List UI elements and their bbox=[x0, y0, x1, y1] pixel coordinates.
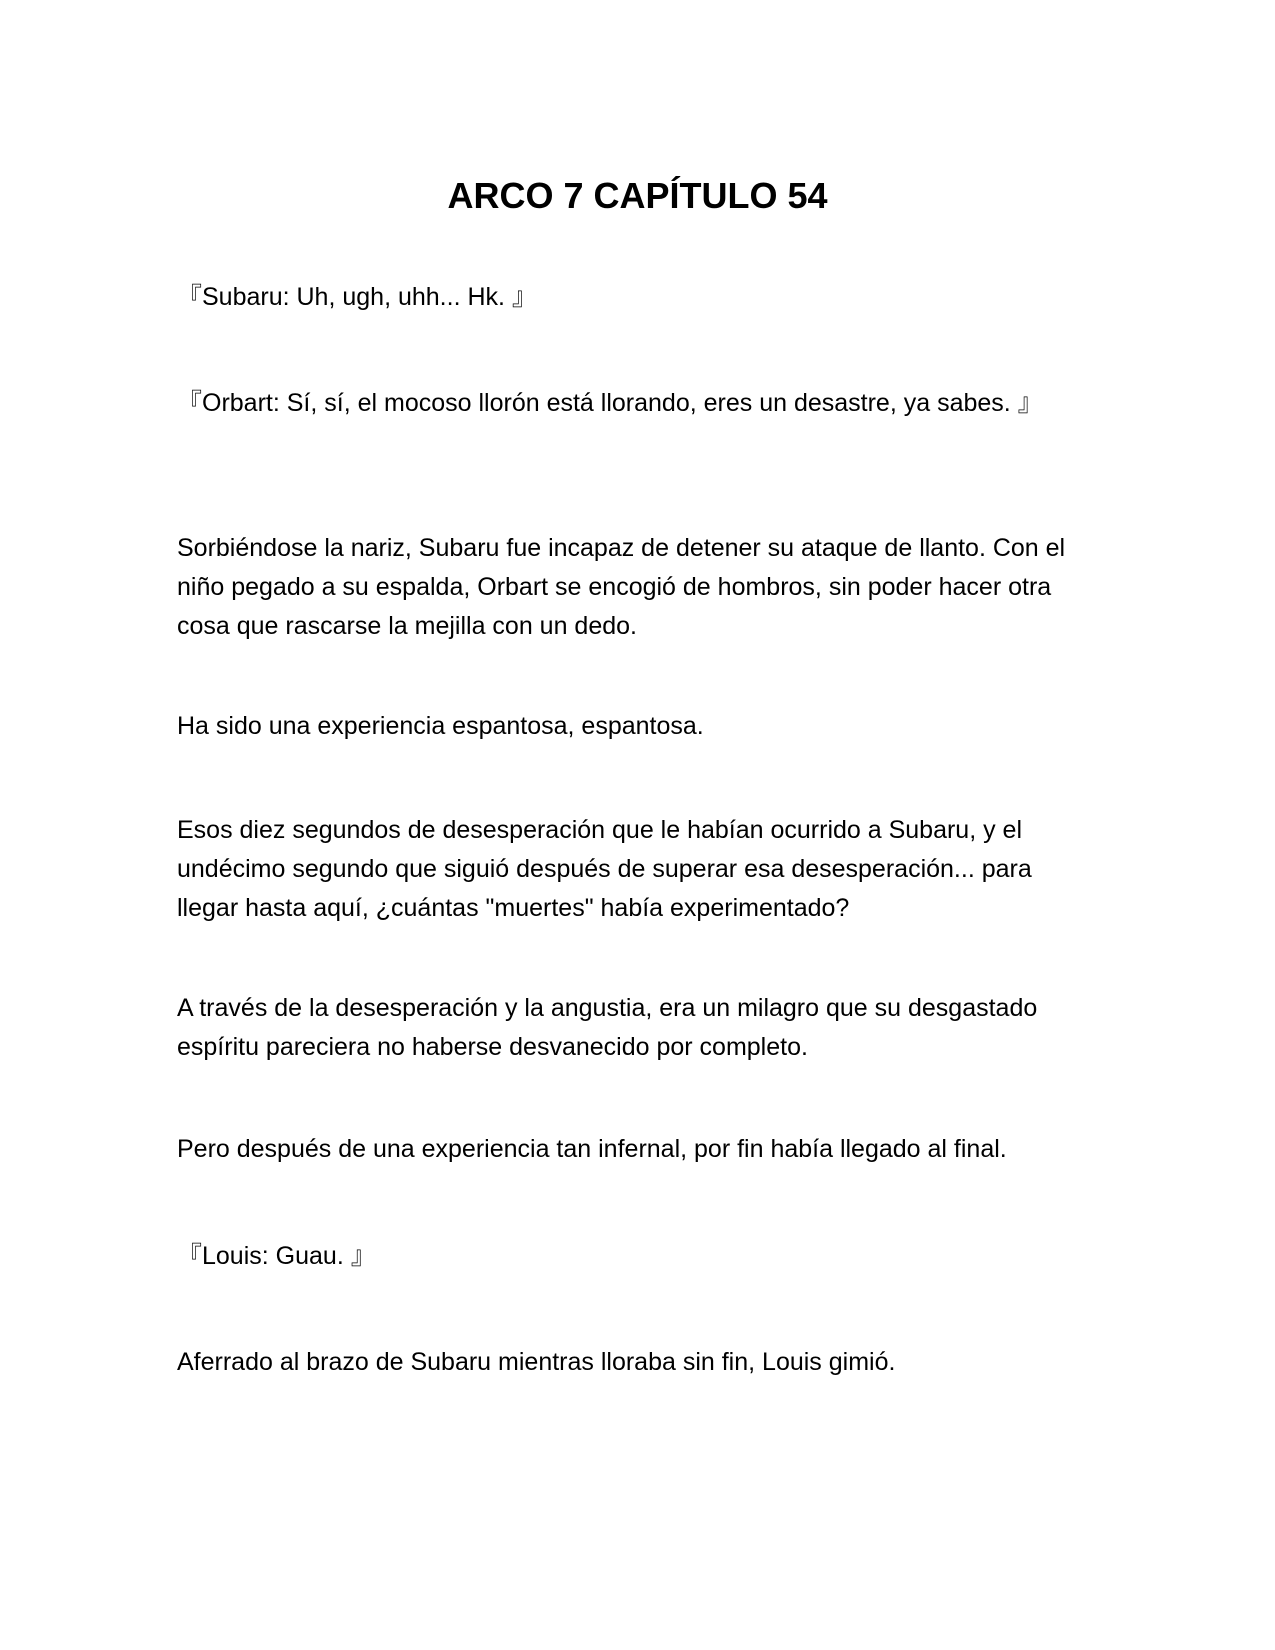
paragraph-aferrado: Aferrado al brazo de Subaru mientras lloraba sin fin, Louis gimió. bbox=[177, 1348, 896, 1376]
paragraph-diez-segundos: Esos diez segundos de desesperación que le habían ocurrido a Subaru, y el undécimo segundo que siguió después de superar esa desesperación... para llegar hasta aquí, ¿cuántas "muertes" había experimentado? bbox=[177, 816, 1032, 922]
paragraph-experiencia: Ha sido una experiencia espantosa, espantosa. bbox=[177, 712, 704, 740]
paragraph-desesperacion: A través de la desesperación y la angustia, era un milagro que su desgastado espíritu pareciera no haberse desvanecido por completo. bbox=[177, 994, 1038, 1061]
dialogue-orbart: 『Orbart: Sí, sí, el mocoso llorón está llorando, eres un desastre, ya sabes. 』 bbox=[177, 389, 1043, 417]
dialogue-subaru: 『Subaru: Uh, ugh, uhh... Hk. 』 bbox=[177, 283, 537, 311]
paragraph-sorbiendose: Sorbiéndose la nariz, Subaru fue incapaz de detener su ataque de llanto. Con el niño pegado a su espalda, Orbart se encogió de hombros, sin poder hacer otra cosa que rascarse la mejilla con un dedo. bbox=[177, 534, 1066, 640]
chapter-title: ARCO 7 CAPÍTULO 54 bbox=[447, 175, 828, 217]
paragraph-final: Pero después de una experiencia tan infernal, por fin había llegado al final. bbox=[177, 1135, 1007, 1163]
dialogue-louis: 『Louis: Guau. 』 bbox=[177, 1242, 376, 1270]
